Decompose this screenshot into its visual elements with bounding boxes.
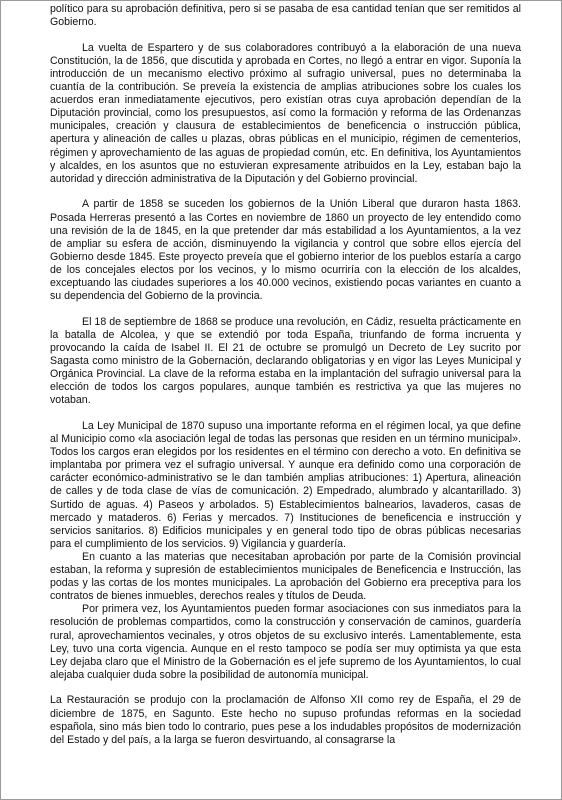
document-body [50,3,521,759]
paragraph-asociaciones: Por primera vez, los Ayuntamientos pueden formar asociaciones con sus inmediatos para la resolución de problemas compartidos, como la construcción y conservación de caminos, guardería rural, aprovechamientos vecinales, y otros objetos de su exclusivo interés. Lamentablemente, esta Ley, tuvo una corta vigencia. Aunque en el resto tampoco se podía ser muy optimista ya que esta Ley dejaba claro que el Ministro de la Gobernación es el jefe supremo de los Ayuntamientos, lo cual alejaba cualquier duda sobre la posibilidad de autonomía municipal. [50,603,521,681]
paragraph-restauracion: La Restauración se produjo con la proclamación de Alfonso XII como rey de España, el 29 de diciembre de 1875, en Sagunto. Este hecho no supuso profundas reformas en la sociedad española, sino más bien todo lo contrario, pues pese a los indudables propósitos de modernización del Estado y del país, a la larga se fueron desvirtuando, al consagrarse la [50,694,521,746]
paragraph-union-liberal: A partir de 1858 se suceden los gobiernos de la Unión Liberal que duraron hasta 1863. Posada Herreras presentó a las Cortes en noviembre de 1860 un proyecto de ley entendido como una revisión de la de 1845, en la que pretender dar más estabilidad a los Ayuntamientos, a la vez de ampliar su esfera de acción, disminuyendo la vigilancia y control que sobre ellos ejercía del Gobierno desde 1845. Este proyecto preveía que el gobierno interior de los pueblos estaría a cargo de los concejales electos por los vecinos, y lo mismo ocurriría con la elección de los alcaldes, exceptuando las ciudades superiores a los 40.000 vecinos, existiendo pocas variantes en cuanto a su dependencia del Gobierno de la provincia. [50,198,521,303]
paragraph-continuation: político para su aprobación definitiva, pero si se pasaba de esa cantidad tenían que ser remitidos al Gobierno. [50,3,521,29]
paragraph-constitucion-1856: La vuelta de Espartero y de sus colaboradores contribuyó a la elaboración de una nueva Constitución, la de 1856, que discutida y aprobada en Cortes, no llegó a entrar en vigor. Suponía la introducción de un mecanismo electivo próximo al sufragio universal, pues no determinaba la cuantía de la contribución. Se preveía la existencia de amplias atribuciones sobre los cuales los acuerdos eran inmediatamente ejecutivos, pero existían otras cuya aprobación dependían de la Diputación provincial, como los presupuestos, así como la formación y reforma de las Ordenanzas municipales, creación y clausura de establecimientos de beneficencia o instrucción pública, apertura y alineación de calles u plazas, obras públicas en el municipio, régimen de cementerios, régimen y aprovechamiento de las aguas de propiedad común, etc. En definitiva, los Ayuntamientos y alcaldes, en los asuntos que no estuvieran expresamente atribuidos en la Ley, estaban bajo la autoridad y dirección administrativa de la Diputación y del Gobierno provincial. [50,41,521,185]
paragraph-ley-municipal-1870: La Ley Municipal de 1870 supuso una importante reforma en el régimen local, ya que define al Municipio como «la asociación legal de todas las personas que residen en un término municipal». Todos los cargos eran elegidos por los residentes en el término con derecho a voto. En definitiva se implantaba por primera vez el sufragio universal. Y aunque era definido como una corporación de carácter económico-administrativo se le dan también amplias atribuciones: 1) Apertura, alineación de calles y de toda clase de vías de comunicación. 2) Empedrado, alumbrado y alcantarillado. 3) Surtido de aguas. 4) Paseos y arbolados. 5) Establecimientos balnearios, lavaderos, casas de mercado y mataderos. 6) Ferias y mercados. 7) Instituciones de beneficencia e instrucción y servicios sanitarios. 8) Edificios municipales y en general todo tipo de obras públicas necesarias para el cumplimiento de los servicios. 9) Vigilancia y guardería. [50,420,521,550]
paragraph-comision-provincial: En cuanto a las materias que necesitaban aprobación por parte de la Comisión provincial estaban, la reforma y supresión de establecimientos municipales de Beneficencia e Instrucción, las podas y las cortas de los montes municipales. La aprobación del Gobierno era preceptiva para los contratos de bienes inmuebles, derechos reales y títulos de Deuda. [50,550,521,603]
paragraph-revolucion-1868: El 18 de septiembre de 1868 se produce una revolución, en Cádiz, resuelta prácticamente en la batalla de Alcolea, y que se extendió por toda España, triunfando de forma incruenta y provocando la caída de Isabel II. El 21 de octubre se promulgó un Decreto de Ley sucrito por Sagasta como ministro de la Gobernación, declarando obligatorias y en vigor las Leyes Municipal y Orgánica Provincial. La clave de la reforma estaba en la implantación del sufragio universal para la elección de todos los cargos populares, aunque también es restrictiva ya que las mujeres no votaban. [50,315,521,407]
